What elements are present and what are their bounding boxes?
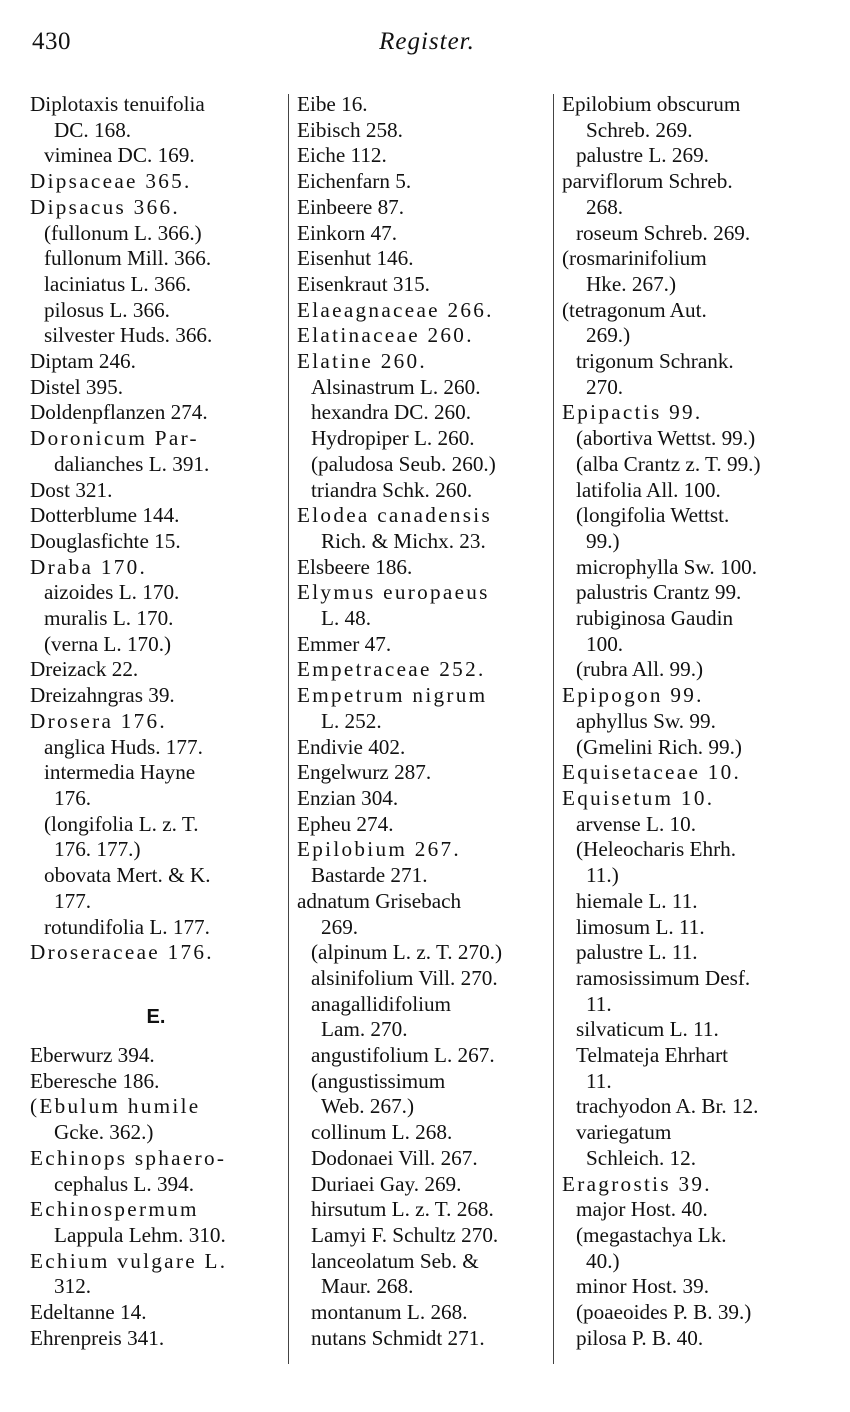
- index-entry: Duriaei Gay. 269.: [311, 1171, 462, 1196]
- index-entry: 176. 177.): [54, 837, 141, 862]
- index-entry: nutans Schmidt 271.: [311, 1325, 485, 1350]
- index-entry: Diptam 246.: [30, 349, 136, 374]
- index-entry: Eragrostis 39.: [562, 1171, 712, 1196]
- index-column-3: [562, 92, 820, 1372]
- index-entry: Schreb. 269.: [586, 117, 693, 142]
- index-entry: (verna L. 170.): [44, 631, 172, 656]
- index-entry: Engelwurz 287.: [297, 760, 432, 785]
- index-entry: Ehrenpreis 341.: [30, 1325, 165, 1350]
- index-entry: 100.: [586, 631, 624, 656]
- index-entry: Elatinaceae 260.: [297, 323, 474, 348]
- index-entry: Echinops sphaero-: [30, 1145, 227, 1170]
- index-entry: (fullonum L. 366.): [44, 220, 202, 245]
- index-entry: (tetragonum Aut.: [562, 297, 707, 322]
- index-entry: Epipactis 99.: [562, 400, 703, 425]
- page-header: [32, 28, 822, 68]
- index-entry: (longifolia Wettst.: [576, 503, 730, 528]
- index-entry: (angustissimum: [311, 1068, 446, 1093]
- index-entry: Endivie 402.: [297, 734, 406, 759]
- index-entry: (rosmarinifolium: [562, 246, 707, 271]
- index-entry: 269.: [321, 914, 359, 939]
- index-entry: Eibe 16.: [297, 92, 368, 116]
- index-entry: trigonum Schrank.: [576, 349, 734, 374]
- index-entry: Doldenpflanzen 274.: [30, 400, 208, 425]
- index-entry: Echinospermum: [30, 1197, 199, 1222]
- index-entry: (Gmelini Rich. 99.): [576, 734, 742, 759]
- index-entry: Douglasfichte 15.: [30, 528, 181, 553]
- index-entry: hexandra DC. 260.: [311, 400, 472, 425]
- index-entry: montanum L. 268.: [311, 1300, 468, 1325]
- index-entry: L. 252.: [321, 708, 382, 733]
- index-entry: Draba 170.: [30, 554, 148, 579]
- index-entry: obovata Mert. & K.: [44, 863, 211, 888]
- index-entry: (alba Crantz z. T. 99.): [576, 451, 761, 476]
- index-entry: microphylla Sw. 100.: [576, 554, 758, 579]
- index-entry: Schleich. 12.: [586, 1145, 697, 1170]
- index-entry: Dipsacus 366.: [30, 194, 180, 219]
- page-number: 430: [32, 28, 71, 55]
- index-entry: Hke. 267.): [586, 271, 677, 296]
- index-entry: rotundifolia L. 177.: [44, 914, 210, 939]
- index-entry: Dipsaceae 365.: [30, 169, 192, 194]
- index-entry: Telmateja Ehrhart: [576, 1043, 729, 1068]
- index-entry: 312.: [54, 1274, 92, 1299]
- index-entry: Elaeagnaceae 266.: [297, 297, 494, 322]
- index-entry: 40.): [586, 1248, 620, 1273]
- index-entry: 11.: [586, 1068, 612, 1093]
- index-entry: parviflorum Schreb.: [562, 169, 733, 194]
- index-entry: Einkorn 47.: [297, 220, 398, 245]
- index-entry: Lam. 270.: [321, 1017, 408, 1042]
- index-entry: rubiginosa Gaudin: [576, 606, 734, 631]
- index-entry: silvaticum L. 11.: [576, 1017, 719, 1042]
- index-entry: Enzian 304.: [297, 785, 399, 810]
- index-entry: Eisenkraut 315.: [297, 271, 430, 296]
- index-entry: (megastachya Lk.: [576, 1222, 727, 1247]
- index-entry: Dreizahngras 39.: [30, 683, 175, 708]
- index-entry: (poaeoides P. B. 39.): [576, 1300, 752, 1325]
- index-entry: Dotterblume 144.: [30, 503, 180, 528]
- index-entry: minor Host. 39.: [576, 1274, 710, 1299]
- index-entry: Echium vulgare L.: [30, 1248, 228, 1273]
- index-entry: Doronicum Par-: [30, 426, 199, 451]
- index-entry: palustre L. 269.: [576, 143, 709, 168]
- index-column-1: [30, 92, 282, 1372]
- index-entry: intermedia Hayne: [44, 760, 196, 785]
- index-entry: anagallidifolium: [311, 991, 452, 1016]
- index-entry: L. 48.: [321, 606, 372, 631]
- index-entry: Eichenfarn 5.: [297, 169, 412, 194]
- index-entry: Eberesche 186.: [30, 1068, 160, 1093]
- index-entry: 177.: [54, 888, 92, 913]
- index-entry: Hydropiper L. 260.: [311, 426, 475, 451]
- index-entry: 268.: [586, 194, 624, 219]
- index-entry: palustre L. 11.: [576, 940, 698, 965]
- index-entry: fullonum Mill. 366.: [44, 246, 212, 271]
- index-entry: arvense L. 10.: [576, 811, 697, 836]
- index-entry: laciniatus L. 366.: [44, 271, 192, 296]
- index-entry: limosum L. 11.: [576, 914, 705, 939]
- index-entry: Eiche 112.: [297, 143, 387, 168]
- index-entry: triandra Schk. 260.: [311, 477, 473, 502]
- index-entry: anglica Huds. 177.: [44, 734, 203, 759]
- index-entry: Alsinastrum L. 260.: [311, 374, 481, 399]
- column-rule: [288, 94, 289, 1364]
- index-entry: Edeltanne 14.: [30, 1300, 147, 1325]
- index-entry: Emmer 47.: [297, 631, 392, 656]
- index-entry: Dost 321.: [30, 477, 113, 502]
- index-entry: aizoides L. 170.: [44, 580, 180, 605]
- index-entry: (longifolia L. z. T.: [44, 811, 199, 836]
- index-entry: Eisenhut 146.: [297, 246, 414, 271]
- index-entry: aphyllus Sw. 99.: [576, 708, 716, 733]
- running-title: Register.: [379, 28, 475, 55]
- index-entry: Droseraceae 176.: [30, 940, 214, 965]
- index-entry: Epheu 274.: [297, 811, 394, 836]
- index-entry: major Host. 40.: [576, 1197, 708, 1222]
- index-entry: (Ebulum humile: [30, 1094, 201, 1119]
- index-entry: Empetrum nigrum: [297, 683, 488, 708]
- index-entry: Equisetaceae 10.: [562, 760, 742, 785]
- index-entry: latifolia All. 100.: [576, 477, 721, 502]
- section-letter: E.: [146, 1005, 166, 1028]
- index-entry: 269.): [586, 323, 631, 348]
- index-entry: Eberwurz 394.: [30, 1042, 155, 1067]
- index-entry: (paludosa Seub. 260.): [311, 451, 496, 476]
- index-column-2: [297, 92, 549, 1372]
- index-entry: Elodea canadensis: [297, 503, 492, 528]
- index-entry: DC. 168.: [54, 117, 132, 142]
- index-entry: (abortiva Wettst. 99.): [576, 426, 756, 451]
- index-entry: Epilobium 267.: [297, 837, 462, 862]
- index-entry: variegatum: [576, 1120, 672, 1145]
- index-entry: 176.: [54, 785, 92, 810]
- index-entry: Elymus europaeus: [297, 580, 490, 605]
- index-entry: adnatum Grisebach: [297, 888, 462, 913]
- index-entry: pilosa P. B. 40.: [576, 1325, 704, 1350]
- index-entry: cephalus L. 394.: [54, 1171, 195, 1196]
- index-entry: hirsutum L. z. T. 268.: [311, 1197, 494, 1222]
- index-entry: Elatine 260.: [297, 349, 427, 374]
- index-entry: Maur. 268.: [321, 1274, 414, 1299]
- index-entry: 270.: [586, 374, 624, 399]
- index-entry: silvester Huds. 366.: [44, 323, 213, 348]
- index-entry: (Heleocharis Ehrh.: [576, 837, 737, 862]
- index-entry: Empetraceae 252.: [297, 657, 486, 682]
- index-entry: pilosus L. 366.: [44, 297, 170, 322]
- index-entry: alsinifolium Vill. 270.: [311, 965, 498, 990]
- index-entry: Lamyi F. Schultz 270.: [311, 1222, 499, 1247]
- index-entry: lanceolatum Seb. &: [311, 1248, 479, 1273]
- index-entry: collinum L. 268.: [311, 1120, 453, 1145]
- index-entry: ramosissimum Desf.: [576, 965, 751, 990]
- register-columns: [30, 92, 820, 1382]
- index-entry: roseum Schreb. 269.: [576, 220, 751, 245]
- index-entry: Drosera 176.: [30, 708, 168, 733]
- index-entry: Gcke. 362.): [54, 1120, 154, 1145]
- index-entry: Epilobium obscurum: [562, 92, 741, 116]
- index-entry: 11.: [586, 991, 612, 1016]
- section-gap: [30, 966, 282, 992]
- index-entry: Bastarde 271.: [311, 863, 428, 888]
- index-entry: muralis L. 170.: [44, 606, 174, 631]
- index-entry: 99.): [586, 528, 620, 553]
- index-entry: Eibisch 258.: [297, 117, 403, 142]
- index-entry: Einbeere 87.: [297, 194, 405, 219]
- index-entry: Dreizack 22.: [30, 657, 139, 682]
- index-entry: trachyodon A. Br. 12.: [576, 1094, 759, 1119]
- index-entry: viminea DC. 169.: [44, 143, 195, 168]
- index-entry: palustris Crantz 99.: [576, 580, 742, 605]
- index-entry: Elsbeere 186.: [297, 554, 413, 579]
- index-entry: Equisetum 10.: [562, 785, 715, 810]
- index-entry: dalianches L. 391.: [54, 451, 210, 476]
- index-entry: Dodonaei Vill. 267.: [311, 1145, 478, 1170]
- index-entry: Web. 267.): [321, 1094, 415, 1119]
- column-rule: [553, 94, 554, 1364]
- index-entry: Lappula Lehm. 310.: [54, 1222, 226, 1247]
- index-entry: 11.): [586, 863, 619, 888]
- index-entry: hiemale L. 11.: [576, 888, 698, 913]
- index-entry: Epipogon 99.: [562, 683, 704, 708]
- index-entry: Rich. & Michx. 23.: [321, 528, 486, 553]
- index-entry: (rubra All. 99.): [576, 657, 704, 682]
- index-entry: Distel 395.: [30, 374, 123, 399]
- index-entry: angustifolium L. 267.: [311, 1043, 495, 1068]
- index-entry: Diplotaxis tenuifolia: [30, 92, 205, 116]
- index-entry: (alpinum L. z. T. 270.): [311, 940, 503, 965]
